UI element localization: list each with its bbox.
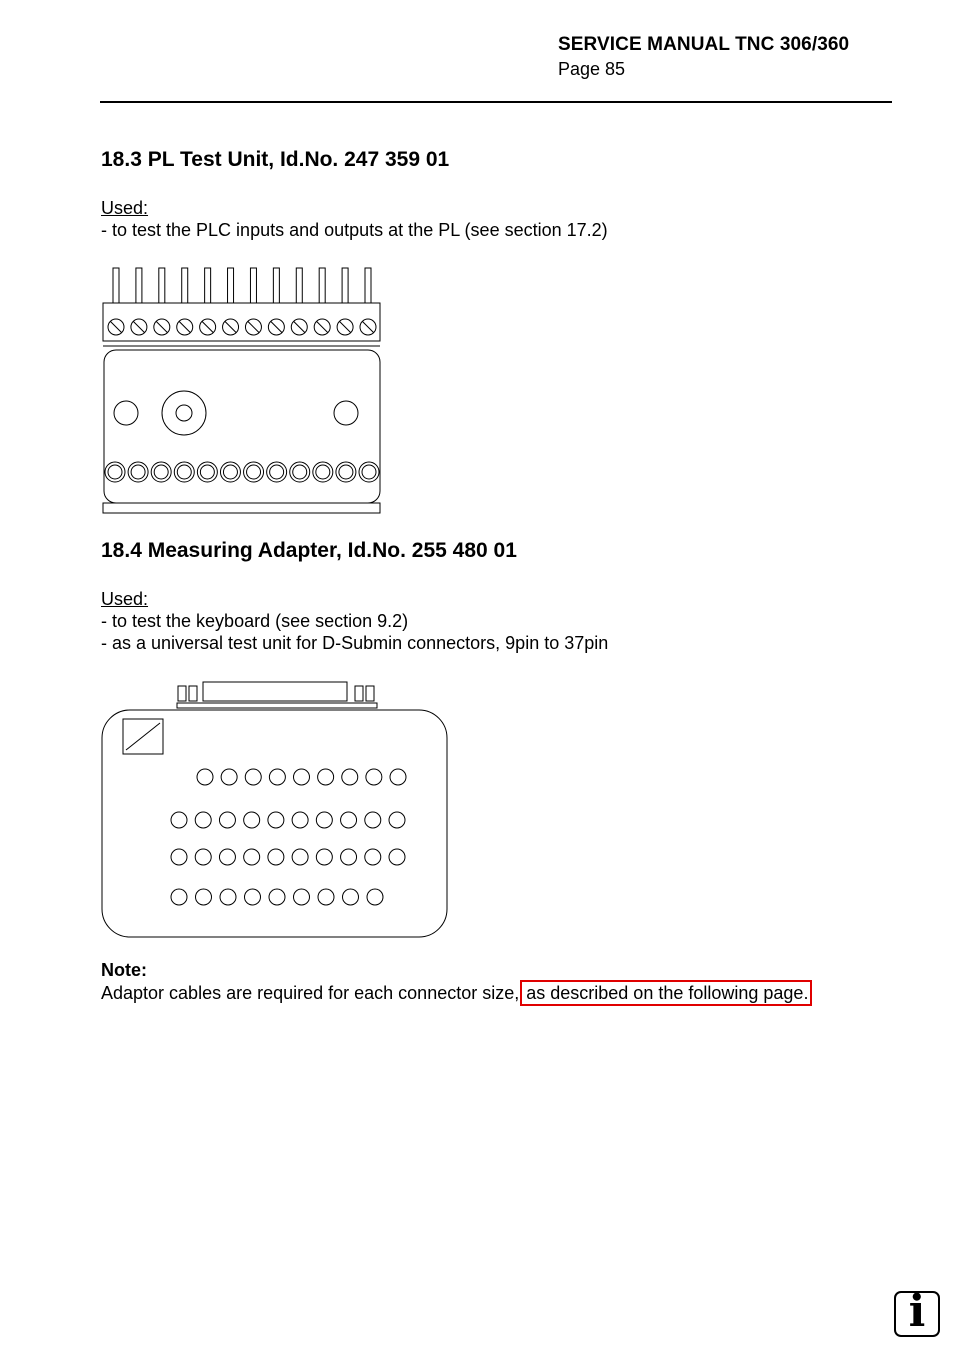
- pl-terminal-pin: [365, 268, 371, 303]
- pl-terminal-pin: [136, 268, 142, 303]
- adapter-socket: [365, 849, 381, 865]
- section-18-3-use-line: - to test the PLC inputs and outputs at the PL (see section 17.2): [101, 220, 608, 240]
- adapter-socket: [171, 889, 187, 905]
- pl-terminal-pin: [113, 268, 119, 303]
- adapter-socket: [219, 849, 235, 865]
- pl-led-inner: [223, 465, 237, 479]
- pl-screw-slot: [271, 322, 282, 333]
- pl-terminal-pin: [342, 268, 348, 303]
- adapter-socket: [389, 849, 405, 865]
- pl-led-inner: [108, 465, 122, 479]
- pl-mounting-hole-right: [334, 401, 358, 425]
- adapter-socket: [245, 769, 261, 785]
- pl-screw-slot: [111, 322, 122, 333]
- info-icon: i: [908, 1286, 926, 1337]
- adapter-socket: [269, 769, 285, 785]
- highlighted-reference: as described on the following page.: [520, 980, 812, 1006]
- adapter-socket: [292, 849, 308, 865]
- pl-connector-ring: [162, 391, 206, 435]
- adapter-socket: [268, 849, 284, 865]
- pl-led-inner: [200, 465, 214, 479]
- adapter-socket: [244, 812, 260, 828]
- adapter-socket: [365, 812, 381, 828]
- pl-screw-slot: [317, 322, 328, 333]
- adapter-socket: [294, 769, 310, 785]
- section-18-3-heading: 18.3 PL Test Unit, Id.No. 247 359 01: [101, 148, 450, 171]
- adapter-socket: [341, 849, 357, 865]
- page-number: Page 85: [558, 59, 626, 79]
- adapter-socket: [316, 812, 332, 828]
- pl-led-inner: [293, 465, 307, 479]
- adapter-socket: [268, 812, 284, 828]
- pl-terminal-pin: [228, 268, 234, 303]
- pl-terminal-pin: [182, 268, 188, 303]
- section-18-4-used-label: Used:: [101, 589, 149, 609]
- adapter-socket: [221, 769, 237, 785]
- pl-screw-slot: [225, 322, 236, 333]
- pl-terminal-pin: [250, 268, 256, 303]
- adapter-socket: [171, 812, 187, 828]
- measuring-adapter-drawing: [102, 682, 447, 937]
- adapter-socket: [196, 889, 212, 905]
- section-18-4-use-line-1: - to test the keyboard (see section 9.2): [101, 611, 409, 631]
- note-text: [101, 983, 812, 1004]
- pl-terminal-pin: [319, 268, 325, 303]
- adapter-socket: [197, 769, 213, 785]
- section-18-4-use-line-2: - as a universal test unit for D-Submin connectors, 9pin to 37pin: [101, 633, 609, 653]
- pl-screw-slot: [294, 322, 305, 333]
- pl-screw-slot: [133, 322, 144, 333]
- pl-led-inner: [247, 465, 261, 479]
- adapter-socket: [389, 812, 405, 828]
- pl-led-inner: [362, 465, 376, 479]
- pl-screw-slot: [340, 322, 351, 333]
- adapter-socket: [171, 849, 187, 865]
- pl-test-unit-drawing: [103, 268, 380, 513]
- pl-terminal-pin: [205, 268, 211, 303]
- pl-led-inner: [131, 465, 145, 479]
- adapter-socket: [341, 812, 357, 828]
- manual-title: SERVICE MANUAL TNC 306/360: [558, 34, 850, 55]
- adapter-socket: [367, 889, 383, 905]
- pl-led-inner: [339, 465, 353, 479]
- pl-led-inner: [316, 465, 330, 479]
- adapter-socket: [343, 889, 359, 905]
- adapter-socket: [244, 849, 260, 865]
- pl-screw-slot: [363, 322, 374, 333]
- pl-screw-slot: [202, 322, 213, 333]
- adapter-socket: [294, 889, 310, 905]
- pl-led-inner: [154, 465, 168, 479]
- pl-screw-slot: [248, 322, 259, 333]
- adapter-socket: [342, 769, 358, 785]
- adapter-socket: [316, 849, 332, 865]
- pl-mounting-hole-left: [114, 401, 138, 425]
- pl-terminal-pin: [296, 268, 302, 303]
- pl-led-inner: [177, 465, 191, 479]
- adapter-socket: [195, 849, 211, 865]
- pl-terminal-pin: [273, 268, 279, 303]
- section-18-4-heading: 18.4 Measuring Adapter, Id.No. 255 480 01: [101, 539, 517, 562]
- pl-led-inner: [270, 465, 284, 479]
- adapter-socket: [245, 889, 261, 905]
- adapter-socket: [366, 769, 382, 785]
- adapter-socket: [195, 812, 211, 828]
- adapter-socket: [292, 812, 308, 828]
- pl-screw-slot: [179, 322, 190, 333]
- adapter-socket: [390, 769, 406, 785]
- adapter-socket: [318, 889, 334, 905]
- adapter-socket: [269, 889, 285, 905]
- note-label: Note:: [101, 960, 147, 980]
- adapter-socket: [220, 889, 236, 905]
- section-18-3-used-label: Used:: [101, 198, 149, 218]
- pl-terminal-pin: [159, 268, 165, 303]
- note-body: Adaptor cables are required for each connector size,: [101, 983, 520, 1003]
- adapter-socket: [219, 812, 235, 828]
- pl-screw-slot: [156, 322, 167, 333]
- adapter-socket: [318, 769, 334, 785]
